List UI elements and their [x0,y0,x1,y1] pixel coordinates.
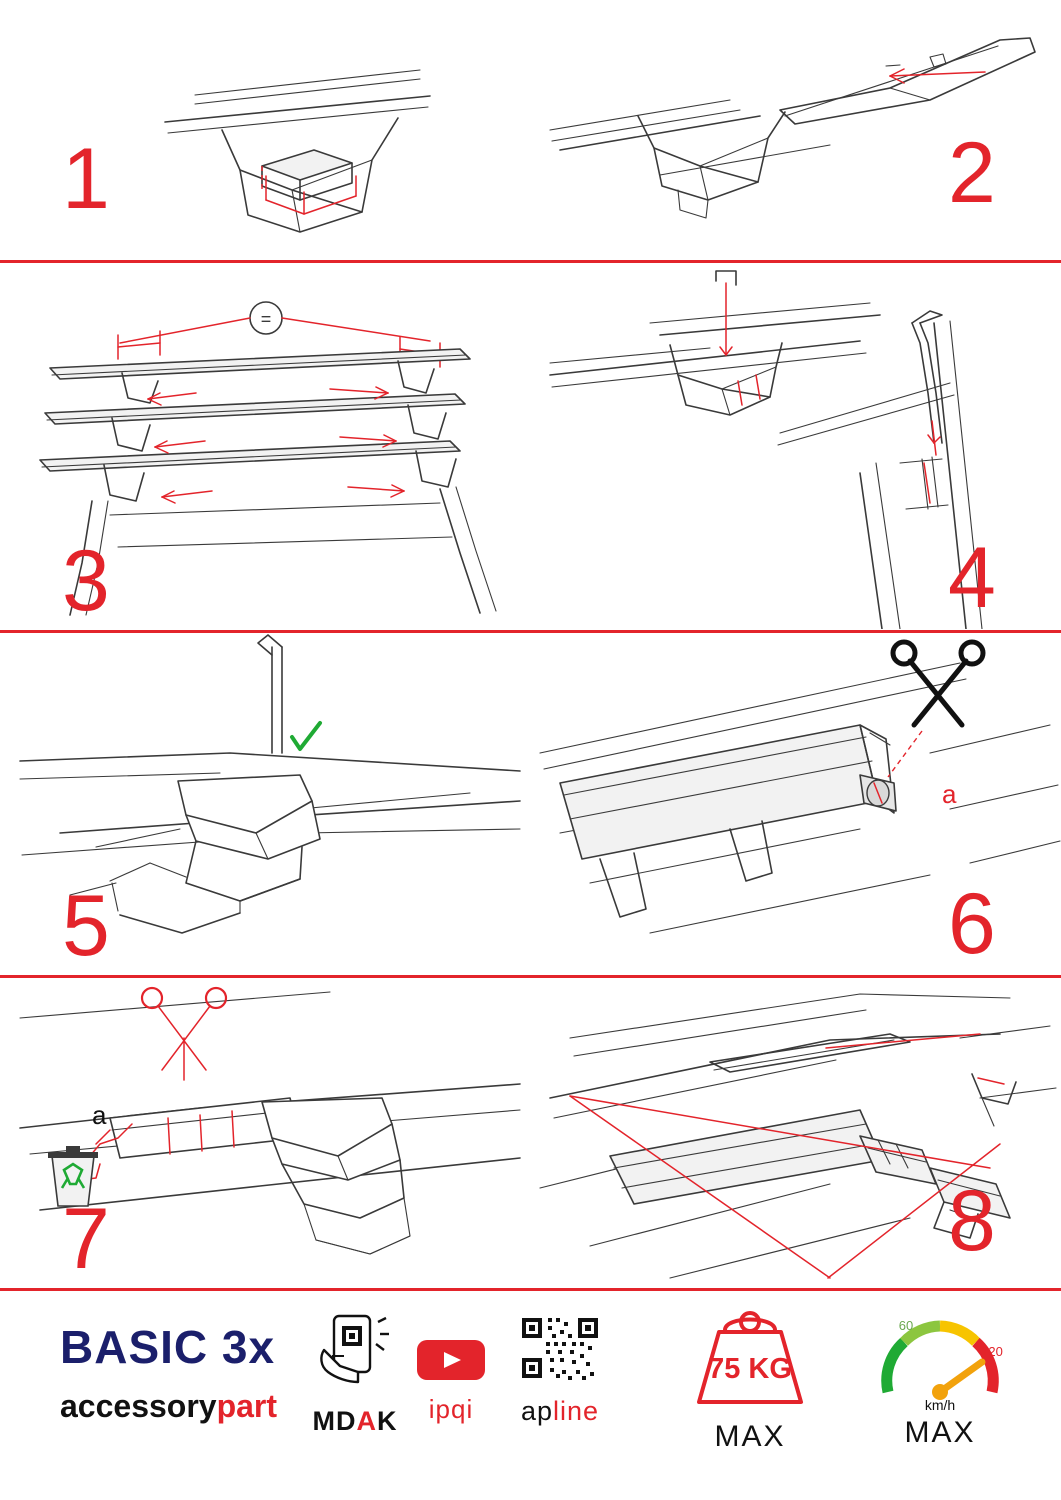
ipqi-label: ipqi [428,1394,474,1424]
youtube-icon[interactable] [415,1334,487,1386]
step-8-number: 8 [948,1173,996,1269]
step-7-panel [0,978,530,1286]
step-1-panel [0,0,530,258]
speed-tick-120: 120 [981,1344,1003,1359]
speed-tick-60: 60 [898,1318,914,1333]
mdak-label-part2: A [356,1406,377,1436]
step-4-number: 4 [948,530,996,626]
svg-text:=: = [260,309,272,329]
speedometer-icon [870,1300,1010,1412]
brand-title-suffix: x [248,1321,276,1373]
step-2-panel [530,0,1061,258]
max-load-caption: MAX [714,1420,786,1453]
step-6-panel [530,633,1061,973]
step-6-number: 6 [948,876,996,972]
step-8-panel [530,978,1061,1286]
step-7-number: 7 [62,1191,110,1286]
max-speed-block [850,1300,1030,1450]
qr-code-icon[interactable] [516,1312,604,1388]
brand-sub-first: accessory [60,1388,217,1424]
brand-sub-second: part [216,1388,278,1424]
footer [0,1290,1061,1500]
max-load-value: 75 KG [708,1353,792,1385]
weight-icon [685,1304,815,1414]
logo-apline [480,1312,640,1427]
step-3-number: 3 [62,533,110,629]
mdak-label-part3: K [377,1406,398,1436]
apline-label-part2: line [553,1396,600,1426]
step-5-number: 5 [62,878,110,973]
step-2-number: 2 [948,125,996,221]
step-4-panel [530,263,1061,629]
max-speed-caption: MAX [904,1416,976,1449]
svg-text:a: a [92,1100,107,1130]
apline-label-part1: ap [520,1396,553,1426]
step-3-panel [0,263,530,629]
step-1-number: 1 [62,131,110,227]
logo-apline-label [480,1396,640,1427]
hand-phone-qr-icon [310,1312,400,1398]
brand-title-main: BASIC 3 [60,1321,249,1373]
speed-unit: km/h [924,1397,956,1412]
mdak-label-part1: MD [312,1406,357,1436]
step-5-panel [0,633,530,973]
max-load-block [660,1304,840,1454]
svg-text:a: a [942,779,957,809]
